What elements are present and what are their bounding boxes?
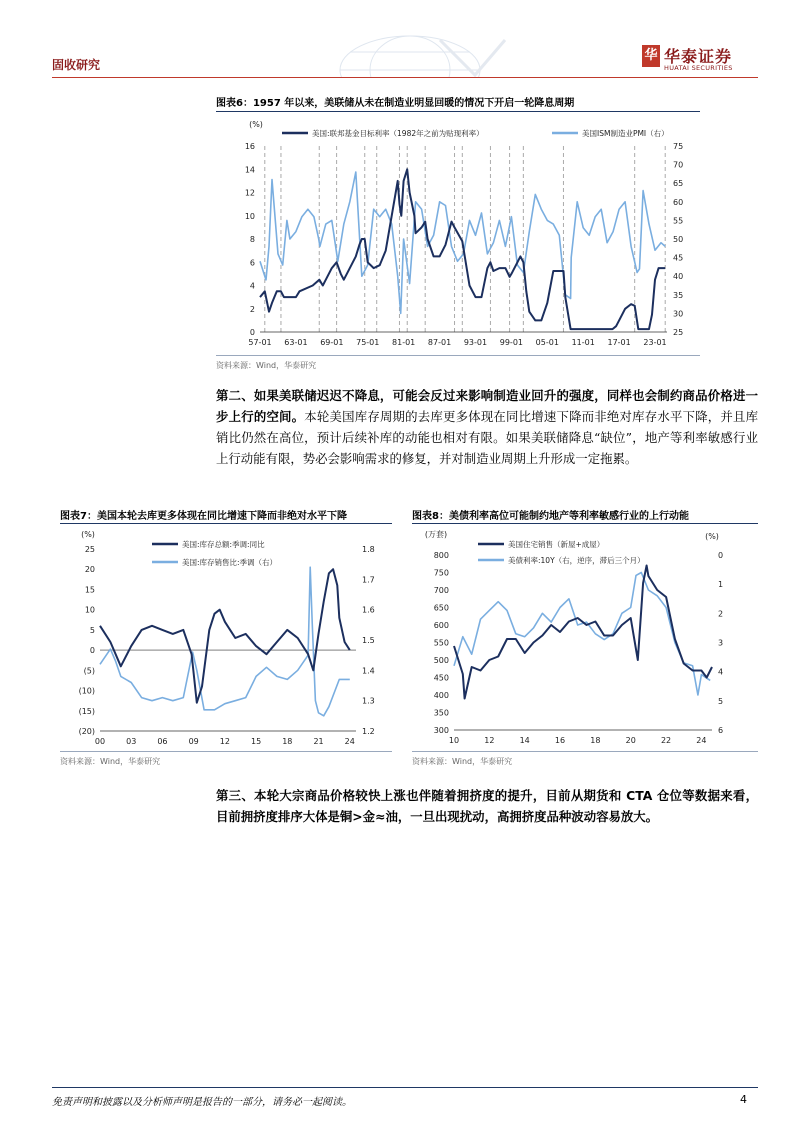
y-right-tick-label: 30: [673, 309, 684, 319]
x-tick-label: 16: [554, 736, 566, 745]
y-left-tick-label: 600: [433, 621, 449, 630]
y-right-tick-label: 55: [673, 216, 684, 226]
series-line-secondary: [454, 573, 710, 696]
x-tick-label: 00: [94, 737, 106, 746]
y-left-tick-label: 500: [433, 656, 449, 665]
x-tick-label: 11-01: [571, 338, 595, 347]
y-left-tick-label: 12: [244, 188, 255, 198]
y-left-tick-label: 0: [249, 328, 255, 337]
y-right-tick-label: 1: [718, 580, 724, 590]
x-tick-label: 12: [484, 736, 495, 745]
y-right-tick-label: 25: [673, 328, 684, 337]
figure7-source: 资料来源：Wind，华泰研究: [60, 757, 161, 766]
x-tick-label: 24: [696, 736, 707, 745]
x-tick-label: 22: [660, 736, 672, 745]
figure8-title-rule: [412, 523, 758, 524]
x-tick-label: 05-01: [535, 338, 559, 347]
y-right-tick-label: 60: [673, 197, 684, 207]
x-tick-label: 24: [344, 737, 355, 746]
figure7-chart: [60, 525, 394, 750]
y-left-tick-label: 0: [89, 646, 95, 656]
y-left-tick-label: 15: [84, 585, 95, 595]
figure8-title: 图表8：美债利率高位可能制约地产等利率敏感行业的上行动能: [412, 511, 689, 522]
page-number: 4: [740, 1093, 747, 1106]
x-tick-label: 03: [126, 737, 137, 746]
y-left-tick-label: 10: [244, 211, 255, 221]
y-left-tick-label: (5): [83, 666, 95, 676]
y-right-tick-label: 1.2: [362, 727, 375, 736]
figure7-title-rule: [60, 523, 392, 524]
figure6-bottom-rule: [216, 355, 700, 356]
y-right-tick-label: 35: [673, 290, 684, 300]
y-left-tick-label: 10: [84, 605, 95, 615]
legend-label: 美国住宅销售（新屋+成屋）: [508, 540, 605, 549]
y-right-unit-label: (%): [705, 532, 719, 541]
y-right-tick-label: 75: [673, 142, 684, 151]
x-tick-label: 75-01: [356, 338, 380, 347]
figure7-bottom-rule: [60, 751, 392, 752]
y-left-tick-label: 8: [249, 235, 255, 244]
logo-mark: 华: [642, 45, 660, 67]
x-tick-label: 63-01: [284, 338, 308, 347]
report-category: 固收研究: [52, 58, 101, 72]
y-left-tick-label: 4: [249, 281, 255, 291]
y-left-tick-label: 16: [244, 142, 255, 151]
paragraph-third-bold: 第三、本轮大宗商品价格较快上涨也伴随着拥挤度的提升，目前从期货和 CTA 仓位等数据来看，目前拥挤度排序大体是铜>金≈油，一旦出现扰动，高拥挤度品种波动容易放大。: [216, 788, 758, 824]
x-tick-label: 21: [313, 737, 324, 746]
y-right-tick-label: 5: [718, 696, 724, 706]
series-line-primary: [454, 566, 712, 699]
y-left-tick-label: 700: [433, 586, 449, 595]
x-tick-label: 18: [282, 737, 293, 746]
x-tick-label: 23-01: [643, 338, 667, 347]
y-right-tick-label: 50: [673, 235, 684, 244]
y-axis-unit-label: (%): [81, 530, 95, 539]
paragraph-second: [216, 385, 758, 469]
y-right-tick-label: 4: [718, 667, 724, 677]
y-left-tick-label: 300: [433, 726, 449, 735]
y-right-tick-label: 0: [718, 551, 724, 560]
y-left-tick-label: 650: [433, 603, 449, 613]
y-right-tick-label: 45: [673, 253, 684, 263]
y-right-tick-label: 70: [673, 160, 684, 170]
y-right-tick-label: 40: [673, 272, 684, 282]
y-right-tick-label: 6: [718, 726, 724, 735]
x-tick-label: 10: [448, 736, 460, 745]
y-right-tick-label: 2: [718, 609, 724, 619]
y-left-unit-label: (万套): [424, 530, 448, 539]
x-tick-label: 14: [519, 736, 530, 745]
x-tick-label: 99-01: [499, 338, 524, 347]
legend-label: 美国ISM制造业PMI（右）: [582, 129, 669, 138]
y-right-tick-label: 1.7: [362, 575, 375, 585]
paragraph-second-body: 本轮美国库存周期的去库更多体现在同比增速下降而非绝对库存水平下降，并且库销比仍然在高位，预计后续补库的动能也相对有限。如果美联储降息“缺位”，地产等利率敏感行业上行动能有限，势必会影响需求的修复，并对制造业周期上升形成一定拖累。: [216, 409, 759, 466]
y-axis-unit-label: (%): [249, 120, 263, 129]
x-tick-label: 09: [188, 737, 199, 746]
x-tick-label: 81-01: [392, 338, 416, 347]
x-tick-label: 15: [251, 737, 262, 746]
y-right-tick-label: 65: [673, 179, 684, 189]
paragraph-second-bold: 第二、如果美联储迟迟不降息，可能会反过来影响制造业回升的强度，同样也会制约商品价格进一步上行的空间。: [216, 388, 758, 424]
y-right-tick-label: 1.6: [362, 605, 375, 615]
legend-label: 美债利率:10Y（右，逆序，滞后三个月）: [508, 556, 645, 565]
y-right-tick-label: 1.3: [362, 696, 375, 706]
footer-rule: [52, 1087, 758, 1088]
figure6-chart: [216, 113, 706, 353]
figure8-source: 资料来源：Wind，华泰研究: [412, 757, 513, 766]
x-tick-label: 06: [157, 737, 168, 746]
figure6-title: 图表6：1957 年以来，美联储从未在制造业明显回暖的情况下开启一轮降息周期: [216, 98, 575, 109]
footer-disclaimer: 免责声明和披露以及分析师声明是报告的一部分，请务必一起阅读。: [52, 1097, 352, 1108]
legend-label: 美国:联邦基金目标利率（1982年之前为贴现利率）: [312, 129, 484, 138]
x-tick-label: 87-01: [427, 338, 452, 347]
paragraph-third: [216, 785, 758, 827]
y-left-tick-label: 25: [84, 545, 95, 554]
x-tick-label: 57-01: [248, 338, 272, 347]
series-line-secondary: [100, 567, 350, 716]
y-left-tick-label: 450: [433, 673, 449, 683]
y-left-tick-label: 550: [433, 638, 449, 648]
y-left-tick-label: 14: [244, 165, 255, 175]
figure8-chart: [412, 525, 760, 750]
y-left-tick-label: 5: [89, 625, 95, 635]
y-left-tick-label: 800: [433, 551, 449, 560]
header-rule: [52, 77, 758, 78]
x-tick-label: 93-01: [463, 338, 488, 347]
legend-label: 美国:库存总额:季调:同比: [182, 540, 265, 549]
x-tick-label: 12: [219, 737, 230, 746]
y-left-tick-label: 400: [433, 691, 449, 700]
y-left-tick-label: 2: [249, 304, 255, 314]
series-line-primary: [260, 169, 665, 329]
y-left-tick-label: 350: [433, 708, 449, 718]
x-tick-label: 20: [625, 736, 636, 745]
y-left-tick-label: (20): [78, 727, 95, 736]
figure6-source: 资料来源：Wind，华泰研究: [216, 361, 317, 370]
header-globe-decoration: [300, 30, 530, 78]
figure8-bottom-rule: [412, 751, 758, 752]
x-tick-label: 18: [590, 736, 601, 745]
y-left-tick-label: 750: [433, 568, 449, 578]
legend-label: 美国:库存销售比:季调（右）: [182, 558, 278, 567]
y-left-tick-label: (10): [78, 686, 95, 696]
y-right-tick-label: 3: [718, 638, 724, 648]
x-tick-label: 17-01: [607, 338, 631, 347]
y-right-tick-label: 1.4: [362, 666, 375, 676]
x-tick-label: 69-01: [320, 338, 344, 347]
y-right-tick-label: 1.5: [362, 636, 375, 645]
y-left-tick-label: 20: [84, 565, 95, 575]
y-left-tick-label: (15): [78, 706, 95, 716]
logo-english: HUATAI SECURITIES: [664, 64, 733, 72]
figure6-title-rule: [216, 111, 700, 112]
logo-text: 华泰证券: [664, 47, 733, 66]
y-right-tick-label: 1.8: [362, 545, 375, 554]
figure7-title: 图表7：美国本轮去库更多体现在同比增速下降而非绝对水平下降: [60, 511, 347, 522]
y-left-tick-label: 6: [249, 258, 255, 268]
